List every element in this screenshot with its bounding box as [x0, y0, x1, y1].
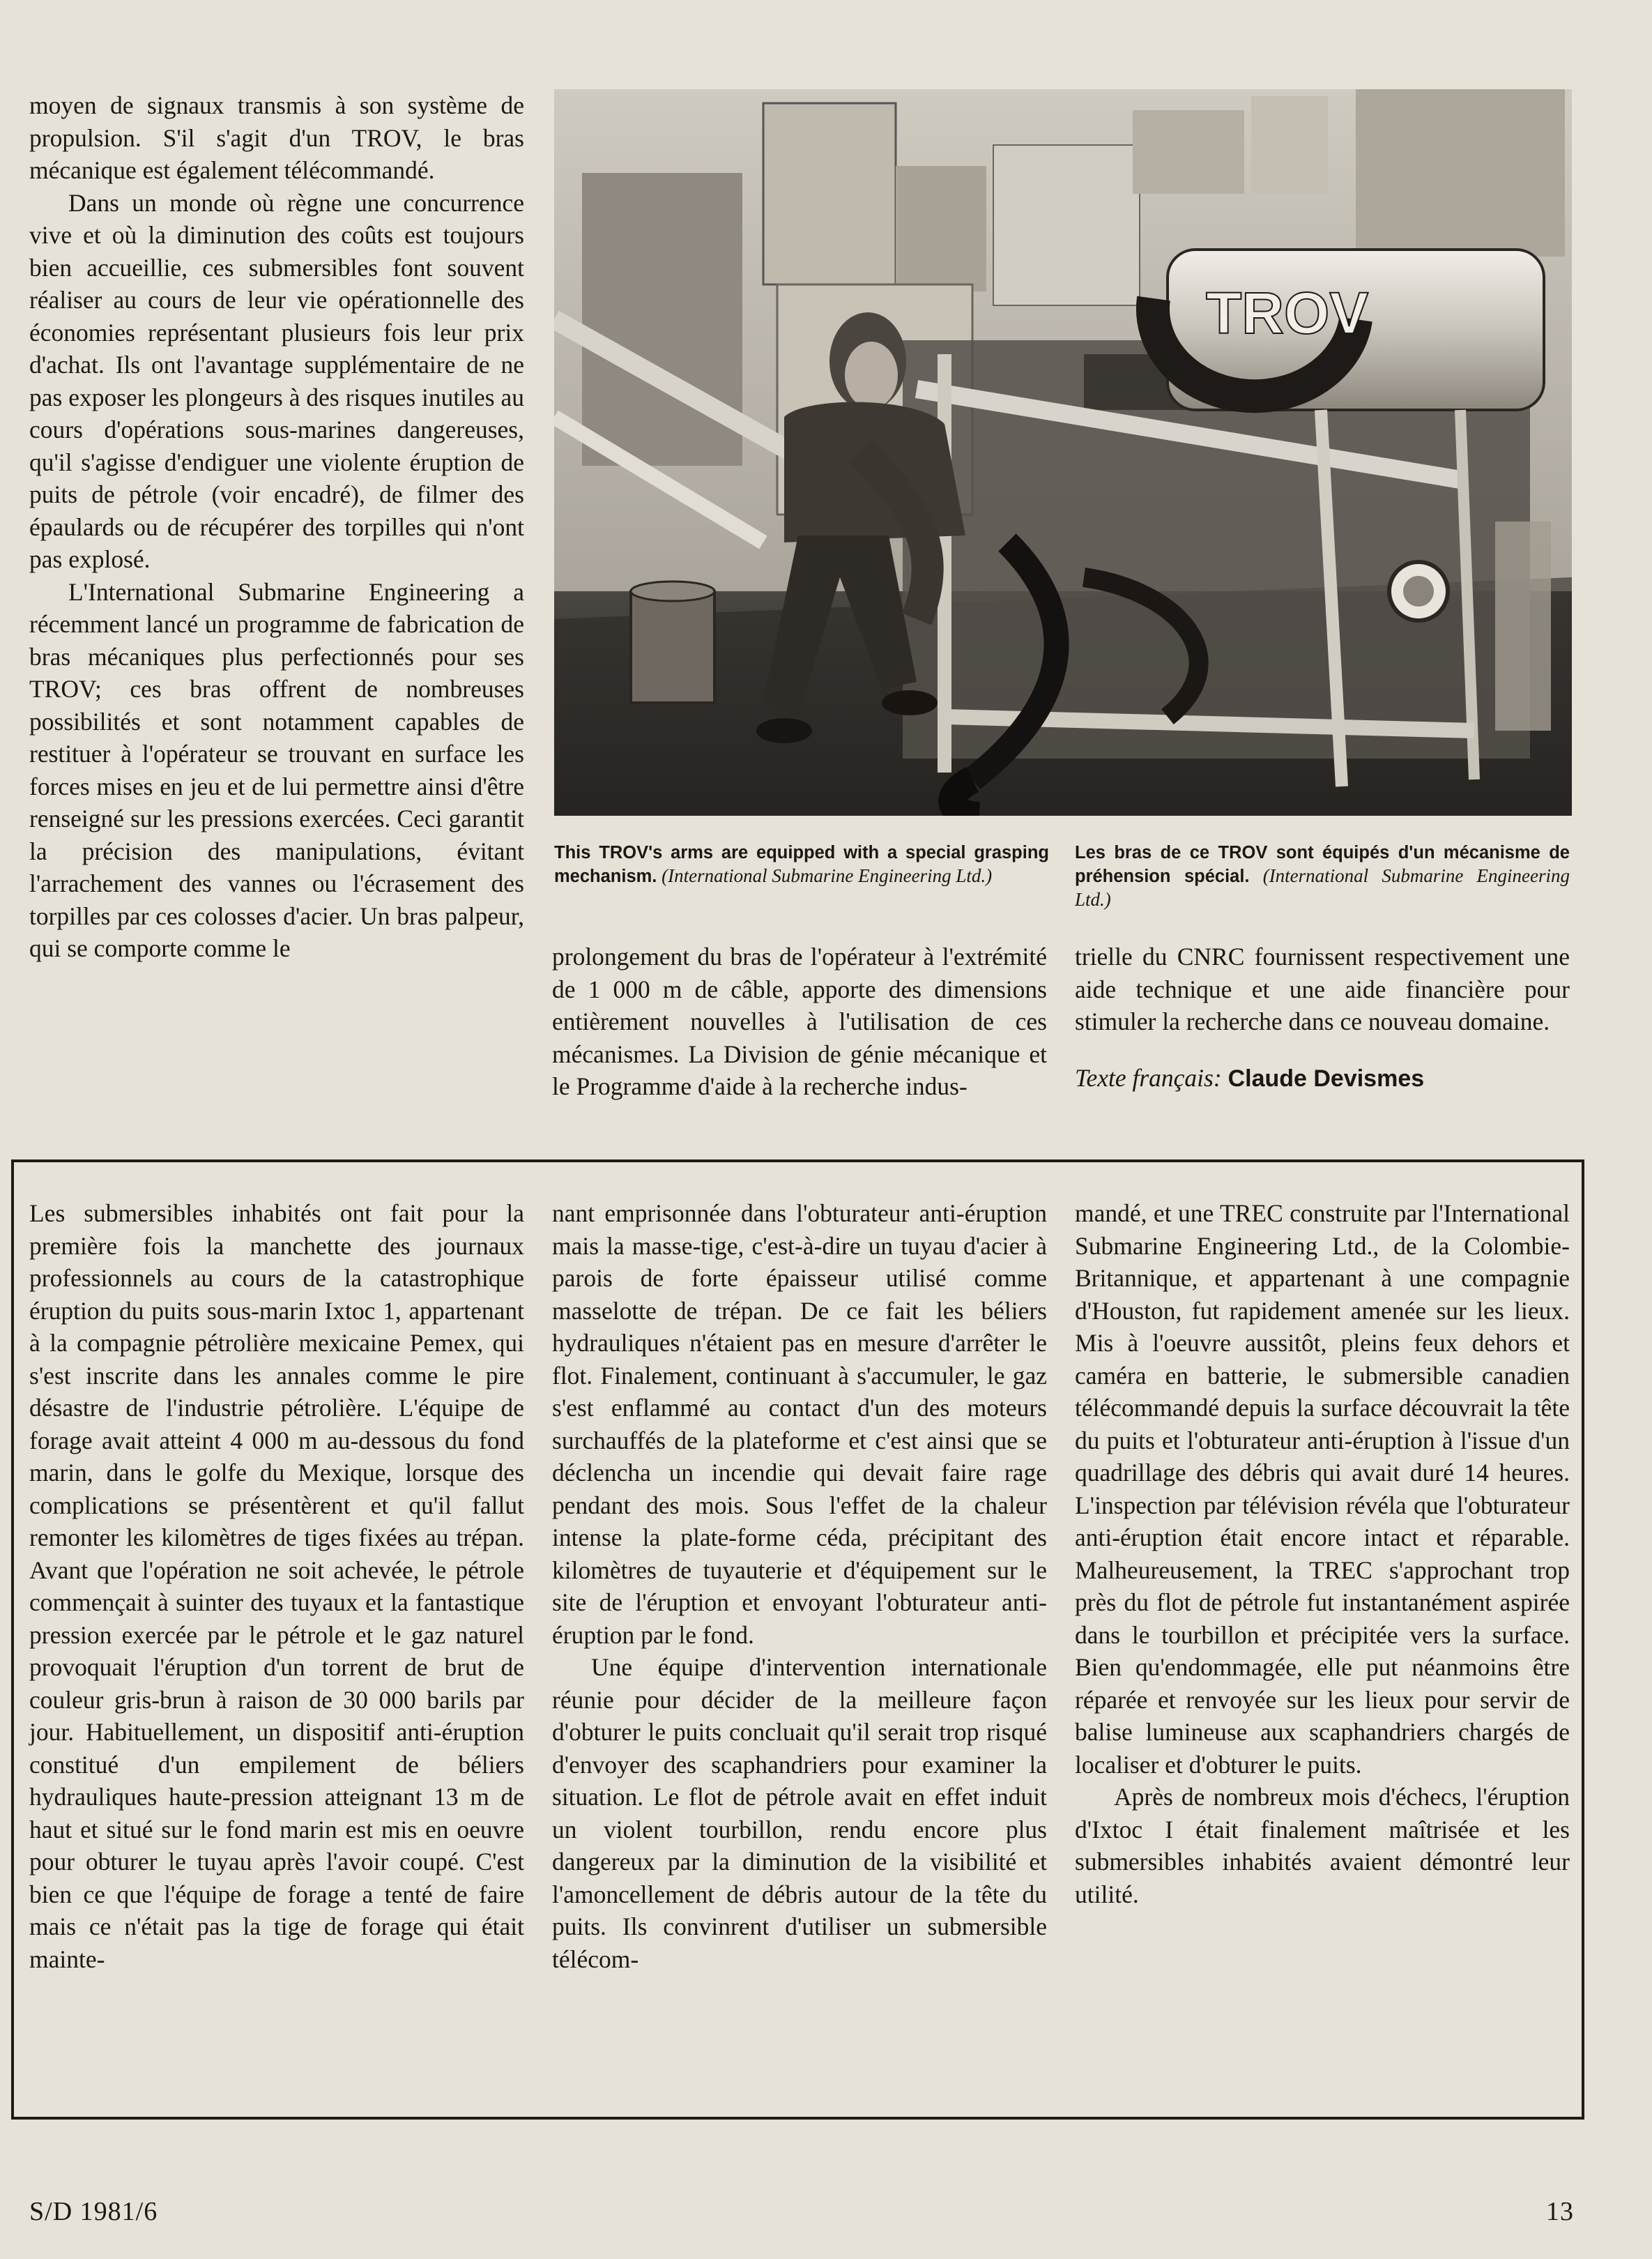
- sidebar-paragraph: nant emprisonnée dans l'obturateur anti-éruption mais la masse-tige, c'est-à-dire un tuyau d'acier à parois de forte épaisseur utilisé comme masselotte de trépan. De ce fait les béliers hydrauliques n'étaient pas en mesure d'arrêter le flot. Finalement, continuant à s'accumuler, le gaz s'est enflammé au contact d'un des moteurs surchauffés de la plateforme et c'est ainsi que se déclencha un incendie qui devait faire rage pendant des mois. Sous l'effet de la chaleur intense la plate-forme céda, précipitant des kilomètres de tuyauterie et d'équipement sur le site de l'éruption et envoyant l'obturateur anti-éruption par le fond.: [552, 1199, 1047, 1649]
- article-paragraph: moyen de signaux transmis à son système de propulsion. S'il s'agit d'un TROV, le bras mécanique est également télécommandé.: [29, 91, 524, 184]
- article-column-right: [1075, 941, 1570, 1095]
- caption-credit: (International Submarine Engineering Ltd.): [1075, 865, 1570, 910]
- article-paragraph: trielle du CNRC fournissent respectivement une aide technique et une aide financière pour stimuler la recherche dans ce nouveau domaine.: [1075, 943, 1570, 1035]
- sidebar-paragraph: Une équipe d'intervention internationale réunie pour décider de la meilleure façon d'obturer le puits concluait qu'il serait trop risqué d'envoyer des scaphandriers pour examiner la situation. Le flot de pétrole avait en effet induit un violent tourbillon, rendu encore plus dangereux par la diminution de la visibilité et l'amoncellement de débris autour de la tête du puits. Ils convinrent d'utiliser un submersible télécom-: [552, 1653, 1047, 1973]
- article-column-left: [29, 89, 524, 965]
- article-column-middle: [552, 941, 1047, 1103]
- sidebar-column-middle: [552, 1197, 1047, 1975]
- caption-credit: (International Submarine Engineering Ltd.): [661, 865, 993, 886]
- translation-credit-label: Texte français:: [1075, 1063, 1222, 1092]
- sidebar-column-right: [1075, 1197, 1570, 1910]
- photo-caption-french: [1075, 841, 1570, 911]
- caption-text: Les bras de ce TROV sont équipés d'un mécanisme de préhension spécial.: [1075, 843, 1570, 886]
- trov-photo: [554, 89, 1572, 816]
- article-paragraph: prolongement du bras de l'opérateur à l'extrémité de 1 000 m de câble, apporte des dimensions entièrement nouvelles à l'utilisation de ces mécanismes. La Division de génie mécanique et le Programme d'aide à la recherche indus-: [552, 943, 1047, 1100]
- issue-label: S/D 1981/6: [29, 2197, 158, 2226]
- article-paragraph: Dans un monde où règne une concurrence vive et où la diminution des coûts est toujours bien accueillie, ces submersibles font souvent réaliser au cours de leur vie opérationnelle des économies représentant plusieurs fois leur prix d'achat. Ils ont l'avantage supplémentaire de ne pas exposer les plongeurs à des risques inutiles au cours d'opérations sous-marines dangereuses, qu'il s'agisse d'endiguer une violente éruption de puits de pétrole (voir encadré), de filmer des épaulards ou de récupérer des torpilles qui n'ont pas explosé.: [29, 188, 524, 573]
- translation-credit: [1075, 1062, 1570, 1095]
- sidebar-paragraph: Les submersibles inhabités ont fait pour la première fois la manchette des journaux professionnels au cours de la catastrophique éruption du puits sous-marin Ixtoc 1, appartenant à la compagnie pétrolière mexicaine Pemex, qui s'est inscrite dans les annales comme le pire désastre de l'industrie pétrolière. L'équipe de forage avait atteint 4 000 m au-dessous du fond marin, dans le golfe du Mexique, lorsque des complications se présentèrent et qu'il fallut remonter les kilomètres de tiges fixées au trépan. Avant que l'opération ne soit achevée, le pétrole commençait à suinter des tuyaux et la fantastique pression exercée par le pétrole et le gaz naturel provoquait l'éruption d'un torrent de brut de couleur gris-brun à raison de 30 000 barils par jour. Habituellement, un dispositif anti-éruption constitué d'un empilement de béliers hydrauliques haute-pression atteignant 13 m de haut et situé sur le fond marin est mis en oeuvre pour obturer le tuyau après l'avoir coupé. C'est bien ce que l'équipe de forage a tenté de faire mais ce n'était pas la tige de forage qui était mainte-: [29, 1199, 524, 1973]
- sidebar-paragraph: Après de nombreux mois d'échecs, l'éruption d'Ixtoc I était finalement maîtrisée et les submersibles inhabités avaient démontré leur utilité.: [1075, 1783, 1570, 1908]
- sidebar-column-left: [29, 1197, 524, 1975]
- caption-text: This TROV's arms are equipped with a special grasping mechanism.: [554, 843, 1049, 886]
- sidebar-paragraph: mandé, et une TREC construite par l'International Submarine Engineering Ltd., de la Colombie-Britannique, et appartenant à une compagnie d'Houston, fut rapidement amenée sur les lieux. Mis à l'oeuvre aussitôt, pleins feux dehors et caméra en batterie, le submersible canadien télécommandé depuis la surface découvrait la tête du puits et l'obturateur anti-éruption à l'issue d'un quadrillage des débris qui avait duré 14 heures. L'inspection par télévision révéla que l'obturateur anti-éruption était encore intact et réparable. Malheureusement, la TREC s'approchant trop près du flot de pétrole fut instantanément aspirée dans le tourbillon et précipitée vers la surface. Bien qu'endommagée, elle put néanmoins être réparée et renvoyée sur les lieux pour servir de balise lumineuse aux scaphandriers chargés de localiser et d'obturer le puits.: [1075, 1199, 1570, 1779]
- page-number: 13: [1546, 2197, 1574, 2226]
- article-paragraph: L'International Submarine Engineering a récemment lancé un programme de fabrication de bras mécaniques plus perfectionnés pour ses TROV; ces bras offrent de nombreuses possibilités et sont notamment capables de restituer à l'opérateur se trouvant en surface les forces mises en jeu et de lui permettre ainsi d'être renseigné sur les pressions exercées. Ceci garantit la précision des manipulations, évitant l'arrachement des vannes ou l'écrasement des torpilles par ces colosses d'acier. Un bras palpeur, qui se comporte comme le: [29, 577, 524, 962]
- trov-logo-text: TROV: [1206, 280, 1369, 346]
- photo-caption-english: [554, 841, 1049, 888]
- translator-name: Claude Devismes: [1227, 1065, 1425, 1092]
